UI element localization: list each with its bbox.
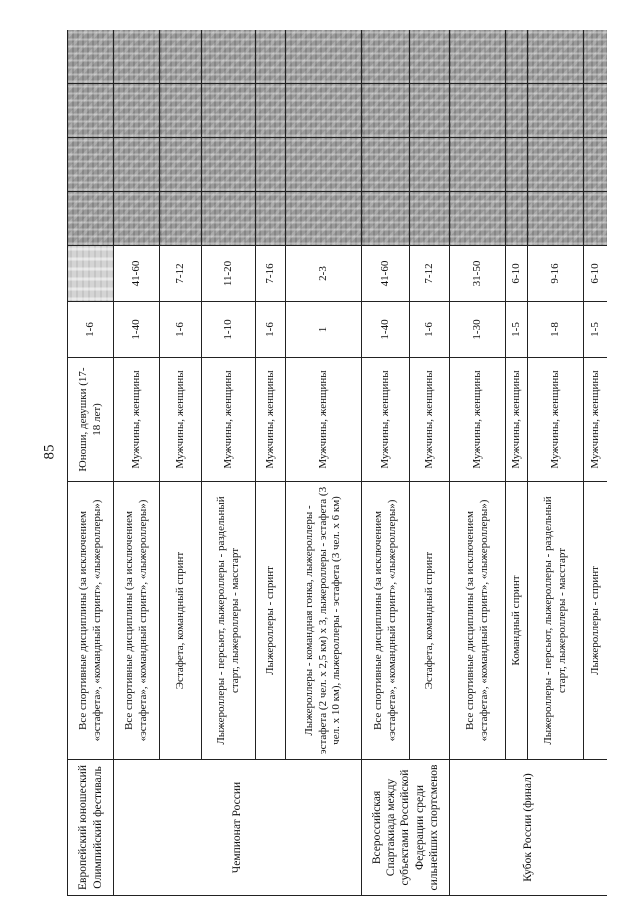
places-cell: 1-40 [114,302,160,358]
gray-cell [584,84,608,138]
places-secondary-cell: 6-10 [506,246,528,302]
gray-cell [160,30,202,84]
group-cell: Мужчины, женщины [528,358,584,482]
gray-cell [256,84,286,138]
gray-cell [528,138,584,192]
gray-cell [450,84,506,138]
places-cell: 1-40 [362,302,410,358]
gray-cell [114,30,160,84]
gray-cell [286,138,362,192]
event-cell: Кубок России (финал) [450,760,608,896]
group-cell: Мужчины, женщины [362,358,410,482]
table-row [450,30,506,896]
discipline-cell: Эстафета, командный спринт [160,482,202,760]
discipline-cell: Командный спринт [506,482,528,760]
places-secondary-cell: 9-16 [528,246,584,302]
gray-cell [450,138,506,192]
gray-cell [202,30,256,84]
places-secondary-cell: 41-60 [362,246,410,302]
gray-cell [362,192,410,246]
places-cell: 1-5 [506,302,528,358]
gray-cell [202,192,256,246]
gray-cell [202,84,256,138]
places-secondary-cell: 11-20 [202,246,256,302]
gray-cell [286,192,362,246]
event-cell: Европейский юношеский Олимпийский фестиваль [68,760,114,896]
gray-cell [450,30,506,84]
group-cell: Мужчины, женщины [450,358,506,482]
group-cell: Юноши, девушки (17-18 лет) [68,358,114,482]
gray-cell [362,84,410,138]
group-cell: Мужчины, женщины [410,358,450,482]
gray-cell [114,138,160,192]
places-secondary-cell: 7-12 [160,246,202,302]
places-cell: 1-5 [584,302,608,358]
places-secondary-cell: 6-10 [584,246,608,302]
group-cell: Мужчины, женщины [584,358,608,482]
gray-cell [114,192,160,246]
document-page [67,30,607,896]
places-secondary-cell [68,246,114,302]
places-cell: 1-6 [256,302,286,358]
table-row [362,30,410,896]
gray-cell [410,84,450,138]
gray-cell [410,30,450,84]
discipline-cell: Все спортивные дисциплины (за исключением «эстафета», «командный спринт», «лыжероллеры») [68,482,114,760]
places-cell: 1-30 [450,302,506,358]
gray-cell [68,138,114,192]
page-number: 85 [41,444,58,460]
gray-cell [584,138,608,192]
gray-cell [256,138,286,192]
gray-cell [410,192,450,246]
gray-cell [450,192,506,246]
places-secondary-cell: 7-12 [410,246,450,302]
gray-cell [68,192,114,246]
places-secondary-cell: 2-3 [286,246,362,302]
group-cell: Мужчины, женщины [256,358,286,482]
gray-cell [584,30,608,84]
places-cell: 1-8 [528,302,584,358]
places-secondary-cell: 7-16 [256,246,286,302]
places-cell: 1-6 [160,302,202,358]
table-row [68,30,114,896]
gray-cell [362,30,410,84]
gray-cell [160,192,202,246]
gray-cell [410,138,450,192]
discipline-cell: Все спортивные дисциплины (за исключением «эстафета», «командный спринт», «лыжероллеры») [450,482,506,760]
gray-cell [528,84,584,138]
group-cell: Мужчины, женщины [114,358,160,482]
gray-cell [160,84,202,138]
gray-cell [584,192,608,246]
group-cell: Мужчины, женщины [160,358,202,482]
places-cell: 1 [286,302,362,358]
gray-cell [506,84,528,138]
gray-cell [256,192,286,246]
discipline-cell: Лыжероллеры - командная гонка, лыжероллеры - эстафета (2 чел. х 2,5 км) х 3, лыжероллеры - эстафета (3 чел. х 10 км), лыжероллеры - эстафета (3 чел. х 6 км) [286,482,362,760]
discipline-cell: Все спортивные дисциплины (за исключением «эстафета», «командный спринт», «лыжероллеры») [362,482,410,760]
places-secondary-cell: 31-50 [450,246,506,302]
group-cell: Мужчины, женщины [506,358,528,482]
event-cell: Чемпионат России [114,760,362,896]
gray-cell [202,138,256,192]
discipline-cell: Лыжероллеры - персьют, лыжероллеры - раздельный старт, лыжероллеры - масстарт [528,482,584,760]
discipline-cell: Лыжероллеры - спринт [584,482,608,760]
discipline-cell: Все спортивные дисциплины (за исключением «эстафета», «командный спринт», «лыжероллеры») [114,482,160,760]
places-cell: 1-10 [202,302,256,358]
gray-cell [362,138,410,192]
gray-cell [286,84,362,138]
group-cell: Мужчины, женщины [286,358,362,482]
event-cell: Всероссийская Спартакиада между субъектами Российской Федерации среди сильнейших спортсменов [362,760,450,896]
gray-cell [68,30,114,84]
places-secondary-cell: 41-60 [114,246,160,302]
gray-cell [528,30,584,84]
discipline-cell: Эстафета, командный спринт [410,482,450,760]
places-cell: 1-6 [68,302,114,358]
gray-cell [114,84,160,138]
sports-ranking-table [67,30,607,896]
gray-cell [506,30,528,84]
gray-cell [286,30,362,84]
discipline-cell: Лыжероллеры - спринт [256,482,286,760]
gray-cell [506,192,528,246]
gray-cell [528,192,584,246]
table-row [114,30,160,896]
group-cell: Мужчины, женщины [202,358,256,482]
gray-cell [160,138,202,192]
places-cell: 1-6 [410,302,450,358]
discipline-cell: Лыжероллеры - персьют, лыжероллеры - раздельный старт, лыжероллеры - масстарт [202,482,256,760]
gray-cell [256,30,286,84]
rotated-table-wrapper [67,30,607,896]
gray-cell [68,84,114,138]
gray-cell [506,138,528,192]
